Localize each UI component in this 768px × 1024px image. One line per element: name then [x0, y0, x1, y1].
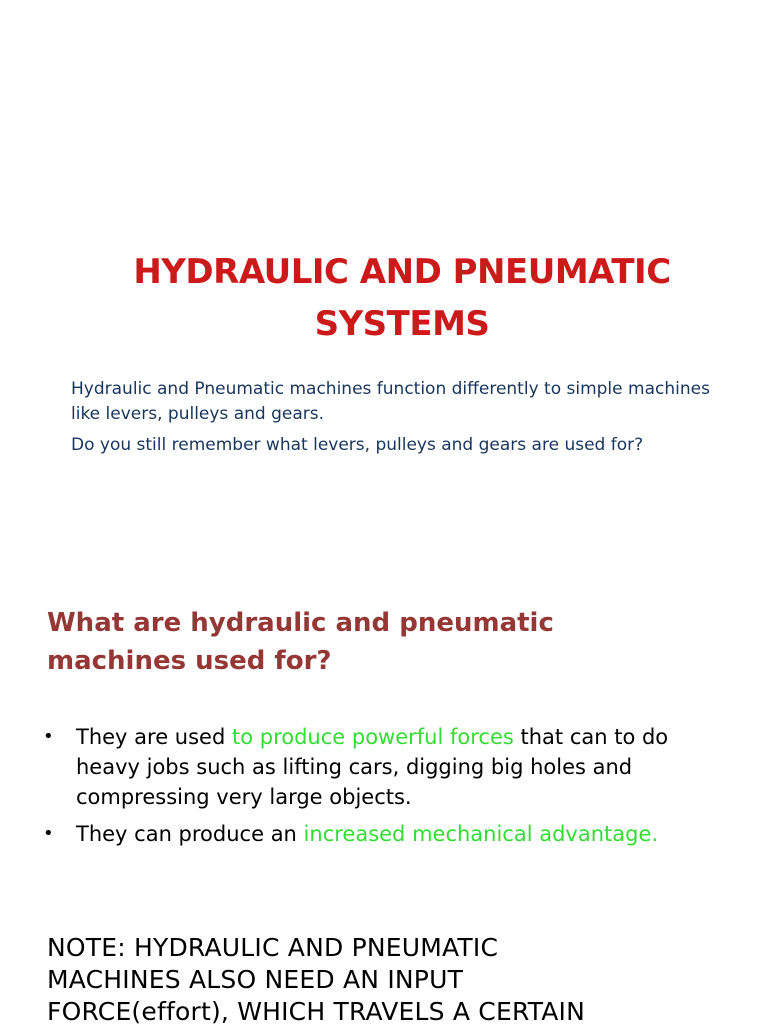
title-line-1: HYDRAULIC AND PNEUMATIC [133, 252, 671, 292]
intro-text [71, 377, 711, 464]
title-line-2: SYSTEMS [314, 304, 490, 344]
bullet-1-text-end: that can to do heavy jobs such as lifting cars, digging big holes and compressing very large objects. [76, 725, 669, 809]
bullet-2-highlight: increased mechanical advantage. [303, 822, 659, 846]
note-text [47, 932, 737, 1024]
intro-paragraph-2: Do you still remember what levers, pulleys and gears are used for? [71, 435, 644, 455]
bullet-1-text-start: They are used [76, 725, 232, 749]
bullet-icon: • [43, 726, 54, 747]
note-line-2: MACHINES ALSO NEED AN INPUT [47, 965, 464, 994]
bullet-1-highlight: to produce powerful forces [231, 725, 514, 749]
bullet-icon: • [43, 823, 54, 844]
bullet-2-text-start: They can produce an [76, 822, 304, 846]
note-line-3: FORCE(effort), WHICH TRAVELS A CERTAIN [47, 997, 586, 1024]
list-item [43, 819, 733, 849]
intro-paragraph-1: Hydraulic and Pneumatic machines function differently to simple machines like levers, pulleys and gears. [71, 379, 710, 424]
section-heading: What are hydraulic and pneumatic machines used for? [47, 608, 554, 676]
page-title [0, 246, 768, 350]
list-item [43, 722, 733, 812]
note-line-1: NOTE: HYDRAULIC AND PNEUMATIC [47, 933, 499, 962]
bullet-list [43, 722, 733, 856]
